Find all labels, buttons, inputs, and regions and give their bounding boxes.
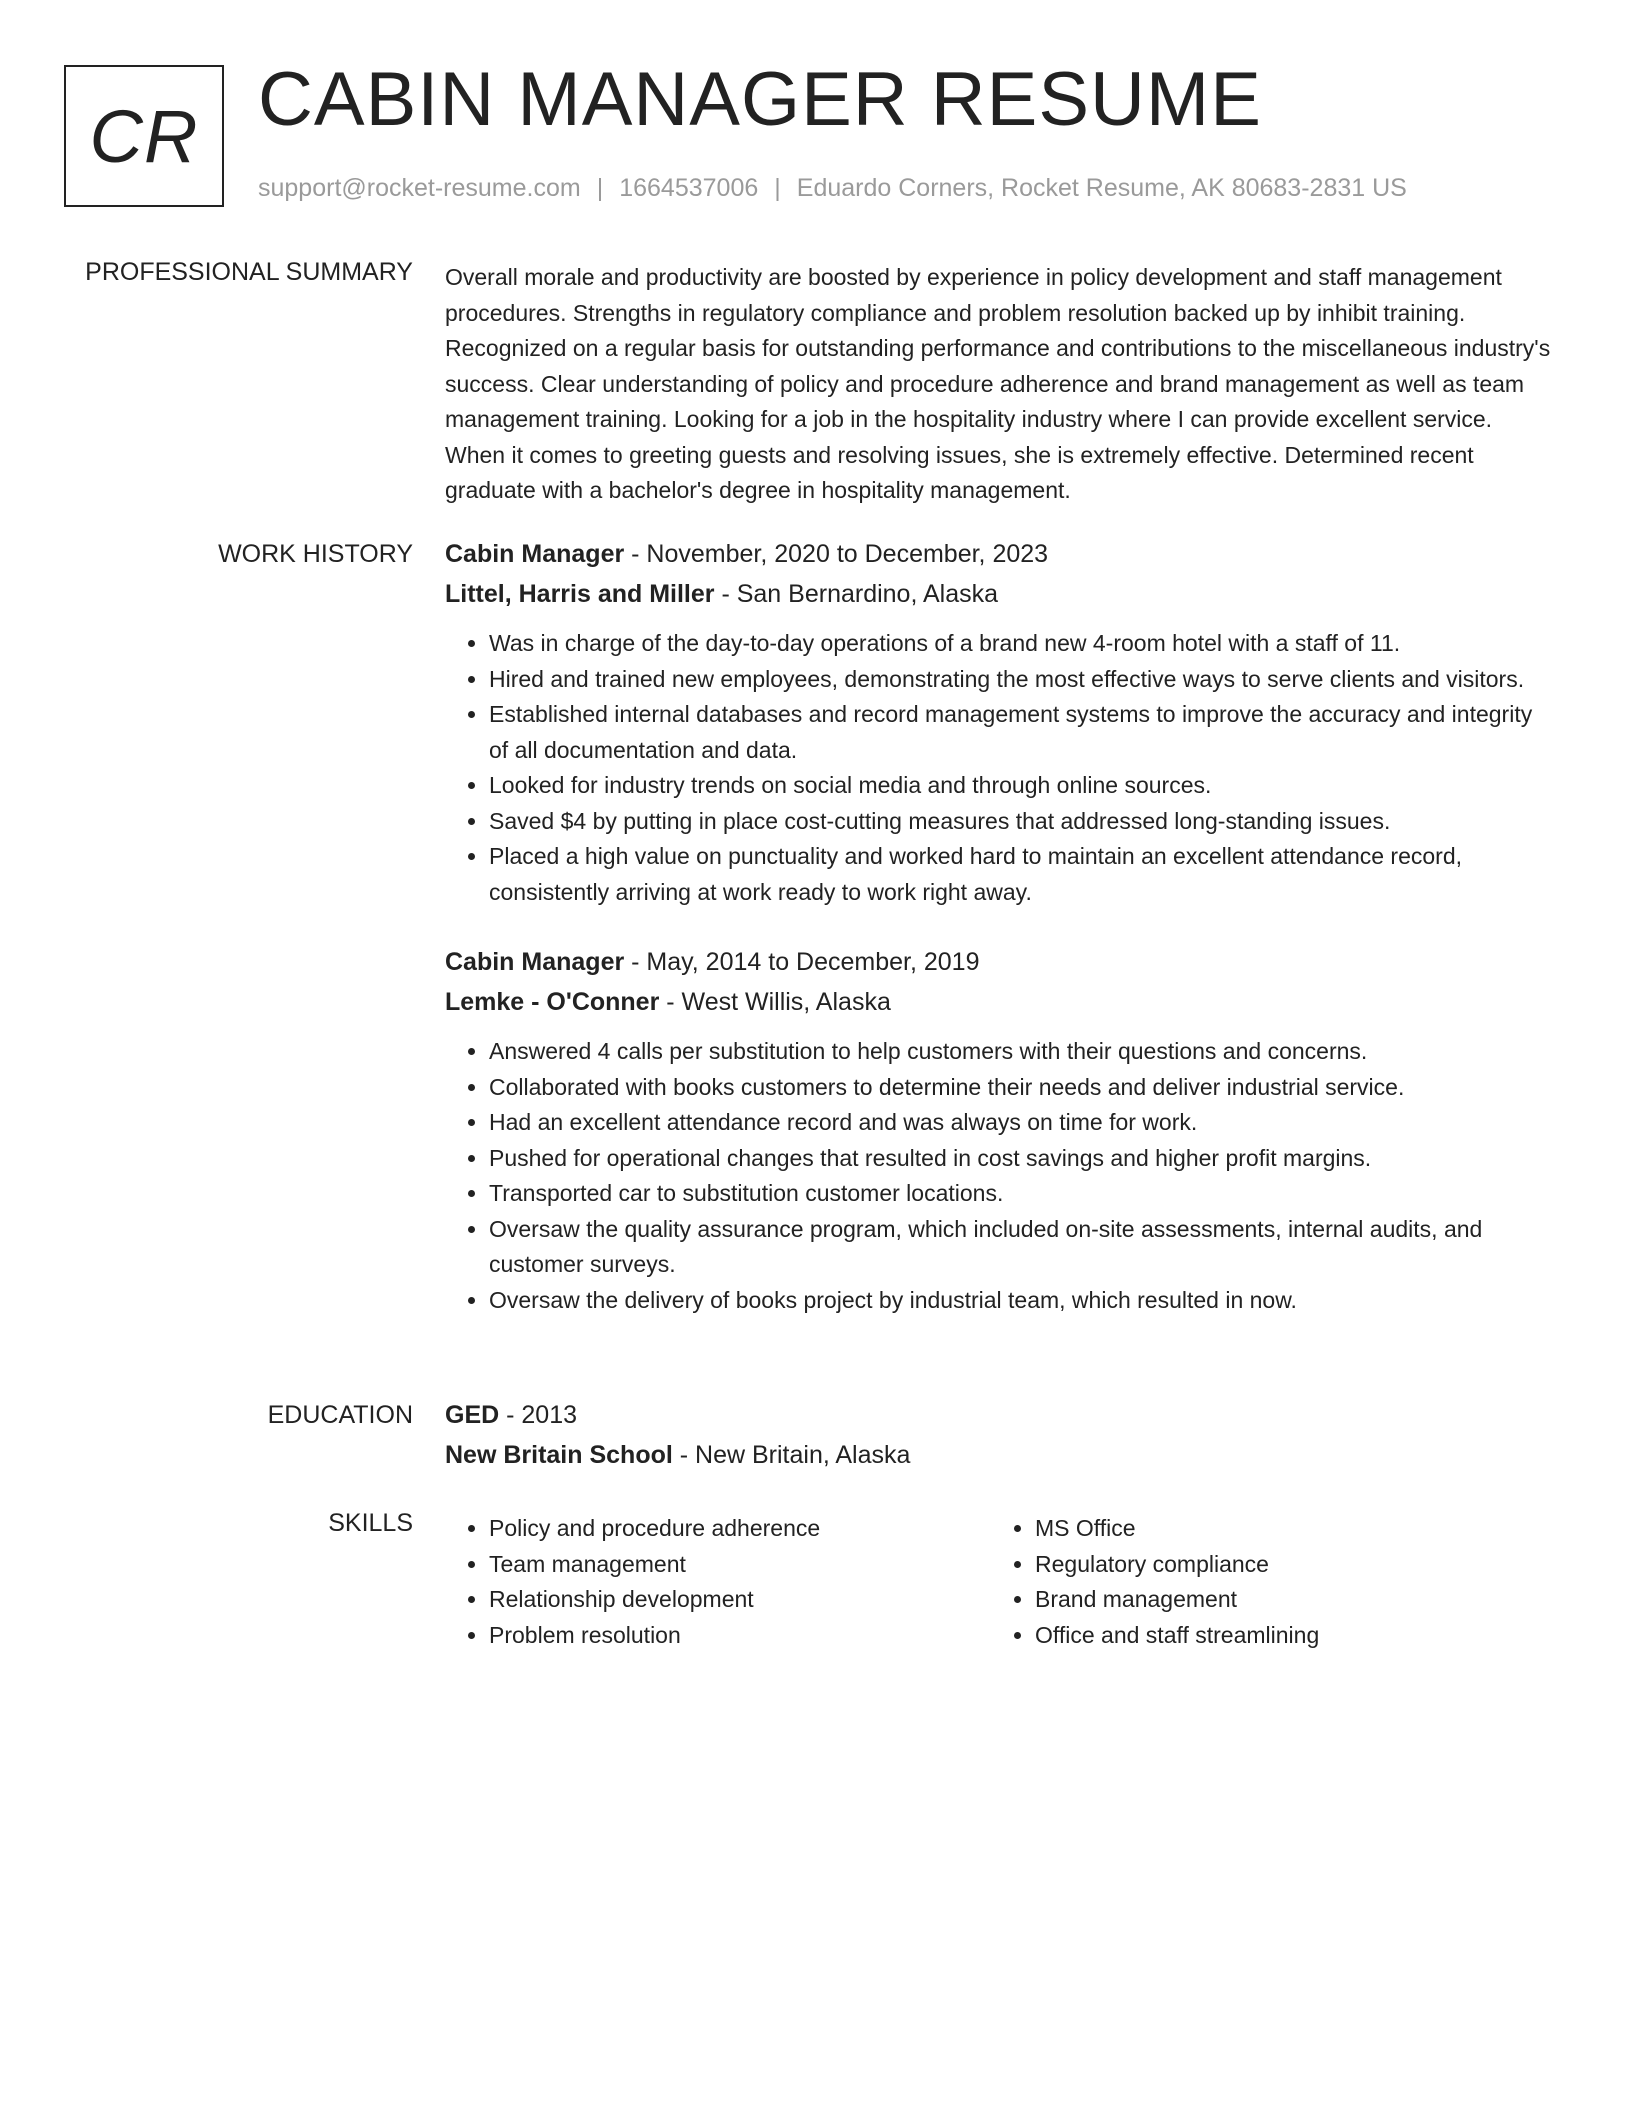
job-location: - West Willis, Alaska	[659, 988, 891, 1016]
job-bullet: • Hired and trained new employees, demonstrating the most effective ways to serve clients and visitors.	[489, 662, 1555, 698]
education-location: - New Britain, Alaska	[672, 1441, 911, 1469]
contact-separator: |	[596, 174, 604, 202]
skills-label: SKILLS	[328, 1509, 413, 1537]
job-title: Cabin Manager	[445, 948, 625, 976]
skill-item: • Problem resolution	[489, 1618, 991, 1654]
job-company-line	[445, 574, 1555, 614]
job-bullet: • Looked for industry trends on social media and through online sources.	[489, 768, 1555, 804]
education-body	[445, 1395, 1555, 1475]
education-year: - 2013	[499, 1401, 578, 1429]
job-entry	[445, 942, 1555, 1318]
job-company: Lemke - O'Conner	[445, 988, 660, 1016]
contact-email: support@rocket-resume.com	[258, 174, 581, 202]
skill-item: • MS Office	[1035, 1511, 1537, 1547]
education-school: New Britain School	[445, 1441, 673, 1469]
skill-item: • Team management	[489, 1547, 991, 1583]
job-entry	[445, 534, 1555, 910]
job-bullets	[445, 1034, 1555, 1318]
summary-text: Overall morale and productivity are boosted by experience in policy development and staff management procedures. Strengths in regulatory compliance and problem resolution backed up by inhibit training. Recognized on a regular basis for outstanding performance and contributions to the miscellaneous industry's success. Clear understanding of policy and procedure adherence and brand management as well as team management training. Looking for a job in the hospitality industry where I can provide excellent service. When it comes to greeting guests and resolving issues, she is extremely effective. Determined recent graduate with a bachelor's degree in hospitality management.	[445, 264, 1551, 503]
job-bullets	[445, 626, 1555, 910]
contact-separator: |	[774, 174, 781, 202]
education-degree-line	[445, 1395, 1555, 1435]
summary-label: PROFESSIONAL SUMMARY	[85, 258, 413, 286]
skill-item: • Brand management	[1035, 1582, 1537, 1618]
contact-phone: 1664537006	[619, 174, 759, 202]
job-title: Cabin Manager	[445, 540, 625, 568]
skill-item: • Relationship development	[489, 1582, 991, 1618]
job-dates: - May, 2014 to December, 2019	[624, 948, 980, 976]
skill-item: • Office and staff streamlining	[1035, 1618, 1537, 1654]
job-bullet: • Saved $4 by putting in place cost-cutting measures that addressed long-standing issues.	[489, 804, 1555, 840]
skill-item: • Policy and procedure adherence	[489, 1511, 991, 1547]
skill-item: • Regulatory compliance	[1035, 1547, 1537, 1583]
job-company-line	[445, 982, 1555, 1022]
job-bullet: • Was in charge of the day-to-day operations of a brand new 4-room hotel with a staff of 11.	[489, 626, 1555, 662]
job-title-line	[445, 942, 1555, 982]
job-bullet: • Placed a high value on punctuality and worked hard to maintain an excellent attendance record, consistently arriving at work ready to work right away.	[489, 839, 1555, 910]
skills-columns	[445, 1511, 1555, 1653]
job-bullet: • Collaborated with books customers to determine their needs and deliver industrial service.	[489, 1070, 1555, 1106]
skills-list-left	[445, 1511, 991, 1653]
education-label: EDUCATION	[267, 1401, 413, 1429]
job-bullet: • Established internal databases and record management systems to improve the accuracy and integrity of all documentation and data.	[489, 697, 1555, 768]
job-title-line	[445, 534, 1555, 574]
job-location: - San Bernardino, Alaska	[714, 580, 999, 608]
job-bullet: • Pushed for operational changes that resulted in cost savings and higher profit margins.	[489, 1141, 1555, 1177]
education-degree: GED	[445, 1401, 500, 1429]
job-bullet: • Oversaw the quality assurance program, which included on-site assessments, internal audits, and customer surveys.	[489, 1212, 1555, 1283]
resume-title: CABIN MANAGER RESUME	[258, 57, 1262, 142]
monogram-logo: CR	[64, 65, 224, 207]
job-bullet: • Had an excellent attendance record and was always on time for work.	[489, 1105, 1555, 1141]
job-bullet: • Answered 4 calls per substitution to help customers with their questions and concerns.	[489, 1034, 1555, 1070]
job-bullet: • Transported car to substitution customer locations.	[489, 1176, 1555, 1212]
job-dates: - November, 2020 to December, 2023	[624, 540, 1049, 568]
job-bullet: • Oversaw the delivery of books project by industrial team, which resulted in now.	[489, 1283, 1555, 1319]
work-history-label: WORK HISTORY	[218, 540, 413, 568]
education-school-line	[445, 1435, 1555, 1475]
work-history-body	[445, 534, 1555, 1318]
skills-body	[445, 1511, 1555, 1653]
contact-address: Eduardo Corners, Rocket Resume, AK 80683-2831 US	[796, 174, 1407, 202]
skills-list-right	[991, 1511, 1537, 1653]
contact-line	[258, 174, 1407, 203]
job-company: Littel, Harris and Miller	[445, 580, 715, 608]
